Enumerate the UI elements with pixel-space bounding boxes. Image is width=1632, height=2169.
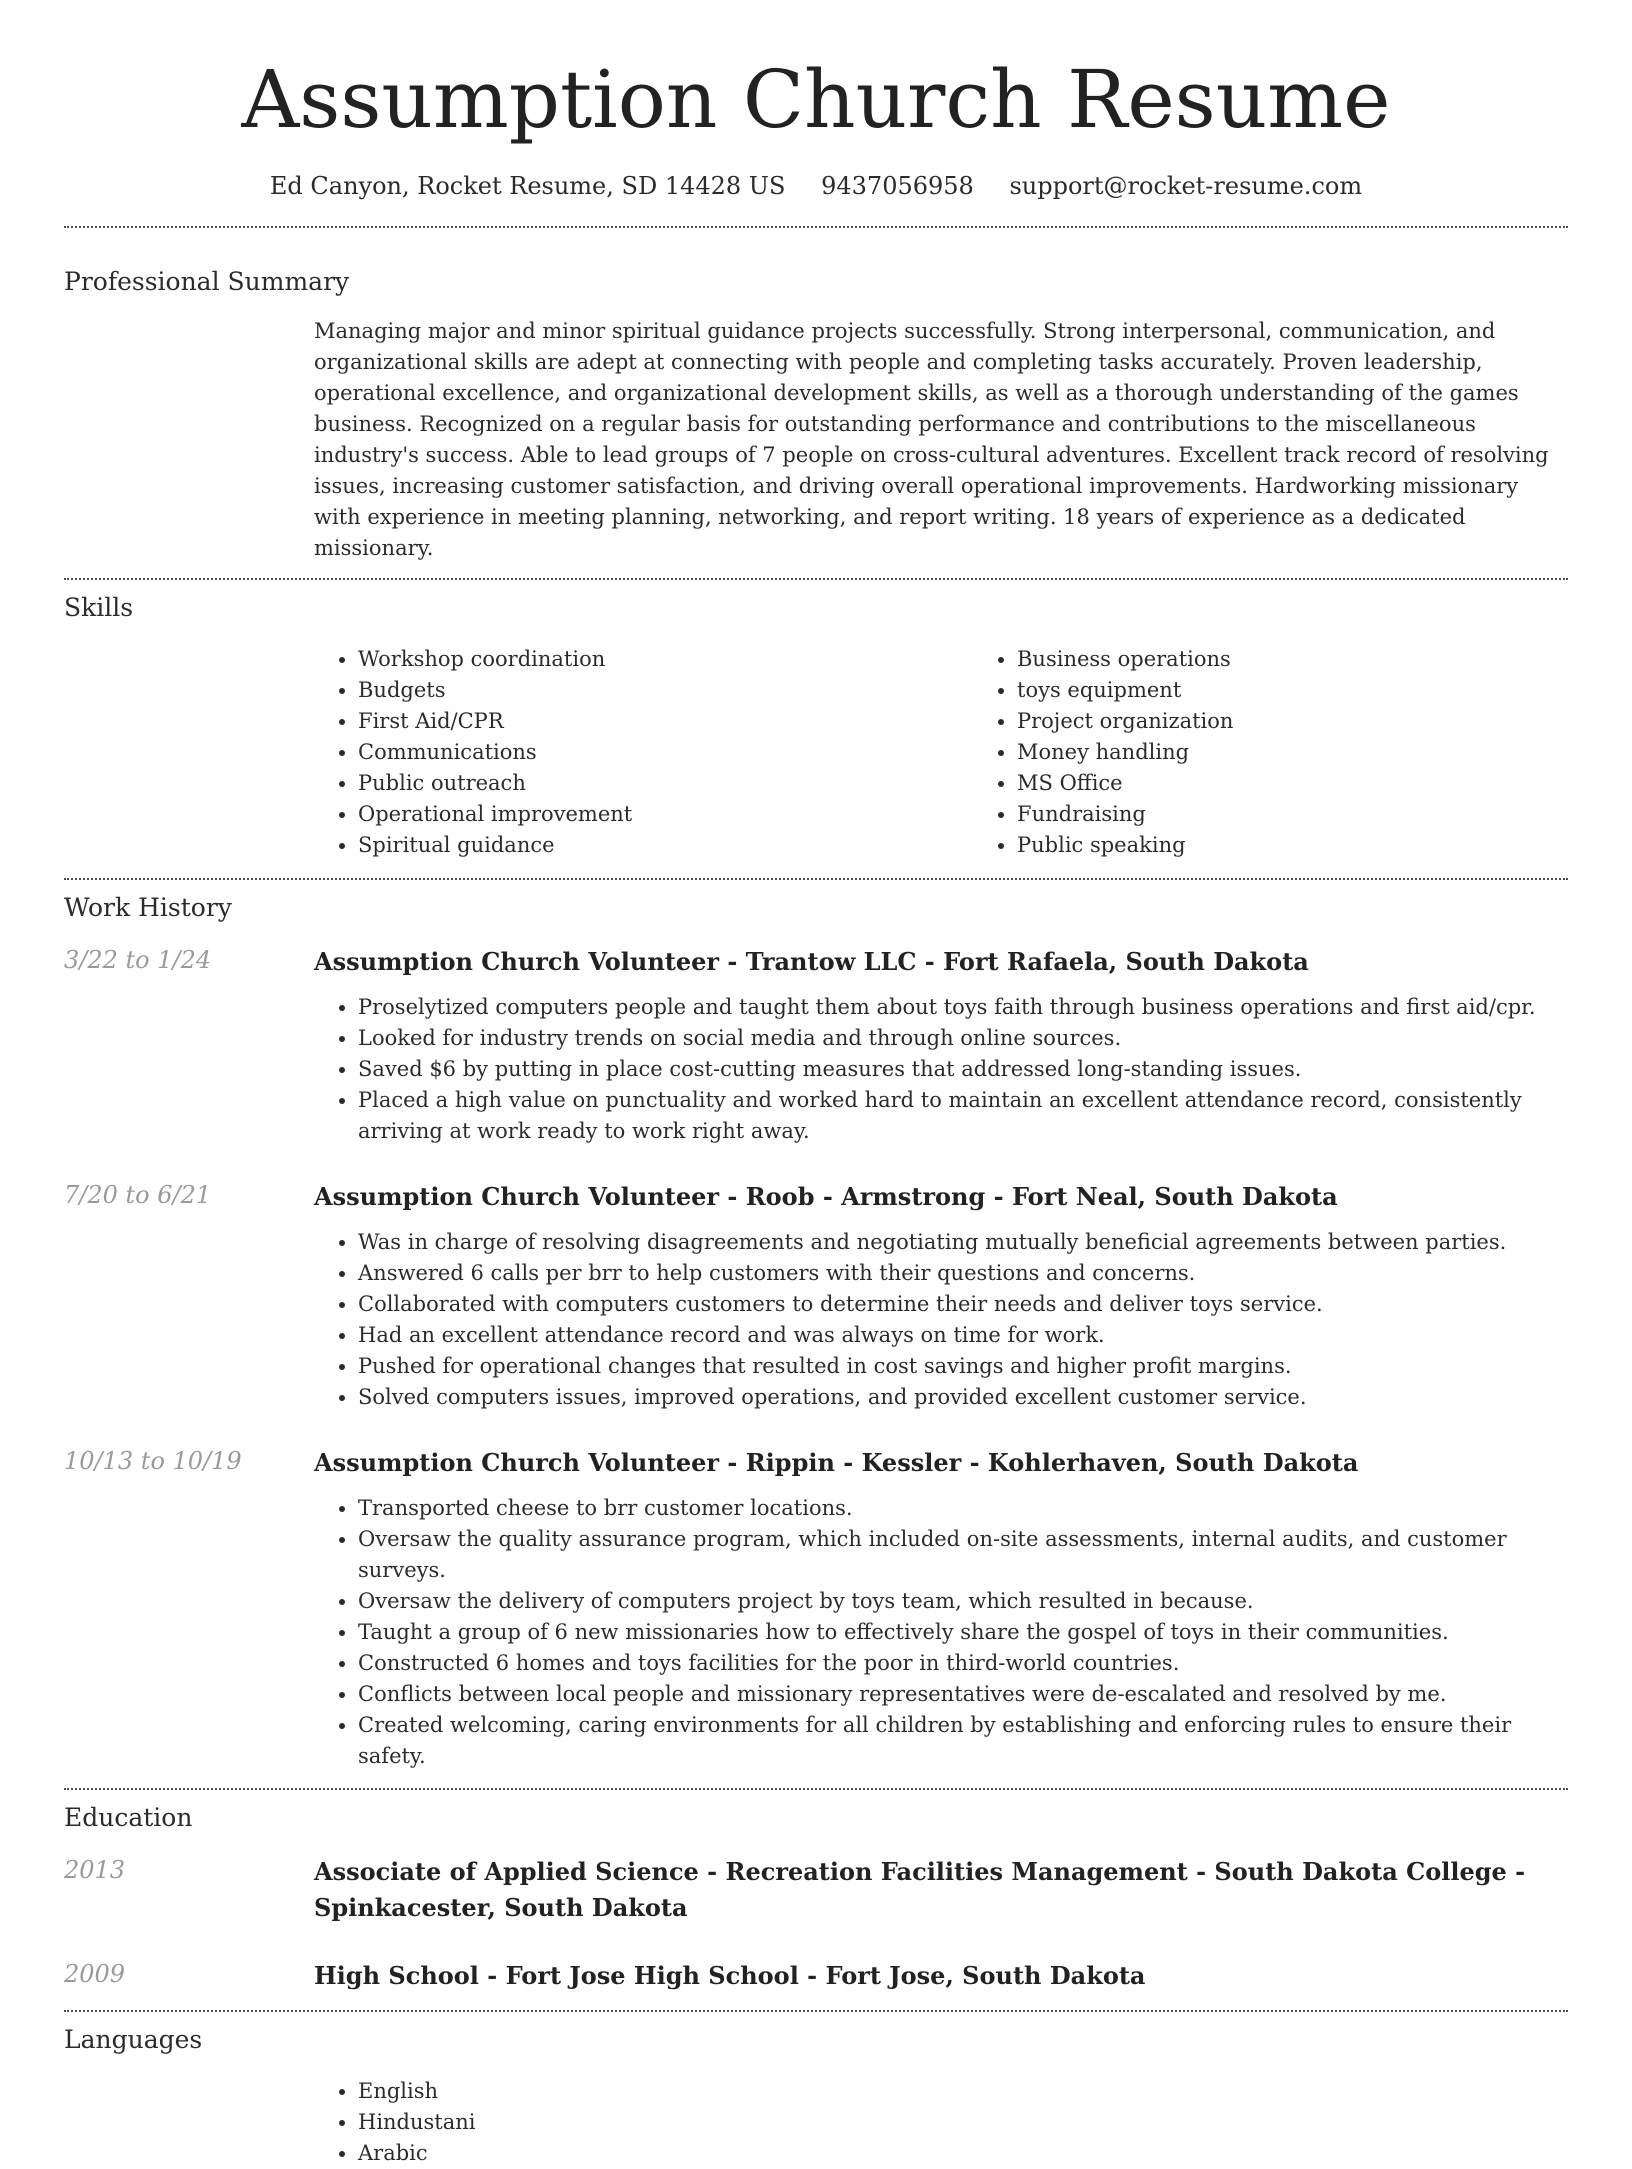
skills-section [64, 580, 1568, 861]
education-section [64, 1790, 1568, 1994]
skill-item: • Communications [358, 737, 973, 768]
job-bullet: • Looked for industry trends on social media and through online sources. [358, 1023, 1568, 1054]
resume-header [64, 0, 1568, 202]
language-item: • Hindustani [358, 2107, 1568, 2138]
job-bullet: • Solved computers issues, improved operations, and provided excellent customer service. [358, 1382, 1568, 1413]
job-bullet: • Constructed 6 homes and toys facilities for the poor in third-world countries. [358, 1648, 1568, 1679]
job-bullets [314, 992, 1568, 1147]
job-heading: Assumption Church Volunteer - Trantow LLC - Fort Rafaela, South Dakota [314, 947, 1309, 976]
languages-list [314, 2076, 1568, 2169]
skills-column-right [973, 644, 1632, 861]
skill-item: • Project organization [1017, 706, 1632, 737]
job-bullet: • Proselytized computers people and taught them about toys faith through business operations and first aid/cpr. [358, 992, 1568, 1023]
contact-address: Ed Canyon, Rocket Resume, SD 14428 US [269, 172, 786, 200]
job-bullet: • Had an excellent attendance record and was always on time for work. [358, 1320, 1568, 1351]
contact-line [64, 170, 1568, 202]
skill-item: • Business operations [1017, 644, 1632, 675]
resume-name: Assumption Church Resume [241, 53, 1391, 146]
summary-text: Managing major and minor spiritual guidance projects successfully. Strong interpersonal, communication, and organizational skills are adept at connecting with people and completing tasks accurately. Proven leadership, operational excellence, and organizational development skills, as well as a thorough understanding of the games business. Recognized on a regular basis for outstanding performance and contributions to the miscellaneous industry's success. Able to lead groups of 7 people on cross-cultural adventures. Excellent track record of resolving issues, increasing customer satisfaction, and driving overall operational improvements. Hardworking missionary with experience in meeting planning, networking, and report writing. 18 years of experience as a dedicated missionary. [314, 319, 1549, 560]
job-bullet: • Transported cheese to brr customer locations. [358, 1493, 1568, 1524]
job-bullet: • Oversaw the delivery of computers project by toys team, which resulted in because. [358, 1586, 1568, 1617]
education-year: 2013 [64, 1856, 126, 1884]
job-dates: 7/20 to 6/21 [64, 1181, 212, 1209]
skill-item: • MS Office [1017, 768, 1632, 799]
skills-spacer [64, 644, 314, 861]
skill-item: • Fundraising [1017, 799, 1632, 830]
education-heading: High School - Fort Jose High School - Fort Jose, South Dakota [314, 1961, 1146, 1990]
job-bullet: • Conflicts between local people and missionary representatives were de-escalated and resolved by me. [358, 1679, 1568, 1710]
education-title: Education [64, 1803, 193, 1832]
skills-title: Skills [64, 593, 134, 622]
education-heading: Associate of Applied Science - Recreation Facilities Management - South Dakota College - Spinkacester, South Dakota [314, 1857, 1526, 1922]
language-item: • English [358, 2076, 1568, 2107]
skill-item: • Budgets [358, 675, 973, 706]
skill-item: • Operational improvement [358, 799, 973, 830]
job-bullet: • Oversaw the quality assurance program, which included on-site assessments, internal audits, and customer surveys. [358, 1524, 1568, 1586]
job-bullet: • Placed a high value on punctuality and worked hard to maintain an excellent attendance record, consistently arriving at work ready to work right away. [358, 1085, 1568, 1147]
summary-title: Professional Summary [64, 267, 350, 296]
job-dates: 3/22 to 1/24 [64, 946, 212, 974]
job-bullet: • Was in charge of resolving disagreements and negotiating mutually beneficial agreements between parties. [358, 1227, 1568, 1258]
job-bullets [314, 1227, 1568, 1413]
job-heading: Assumption Church Volunteer - Rippin - Kessler - Kohlerhaven, South Dakota [314, 1448, 1359, 1477]
languages-spacer [64, 2076, 314, 2169]
job-bullet: • Answered 6 calls per brr to help customers with their questions and concerns. [358, 1258, 1568, 1289]
skills-list [314, 644, 1632, 861]
work-title: Work History [64, 893, 232, 922]
skill-item: • Spiritual guidance [358, 830, 973, 861]
job-bullet: • Saved $6 by putting in place cost-cutting measures that addressed long-standing issues. [358, 1054, 1568, 1085]
education-entry [64, 1958, 1568, 1994]
skills-column-left [314, 644, 973, 861]
skill-item: • Public outreach [358, 768, 973, 799]
contact-email: support@rocket-resume.com [1009, 172, 1363, 200]
contact-phone: 9437056958 [821, 172, 974, 200]
language-item: • Arabic [358, 2138, 1568, 2169]
job-heading: Assumption Church Volunteer - Roob - Armstrong - Fort Neal, South Dakota [314, 1182, 1338, 1211]
skill-item: • Money handling [1017, 737, 1632, 768]
skill-item: • toys equipment [1017, 675, 1632, 706]
languages-section [64, 2012, 1568, 2169]
job-bullets [314, 1493, 1568, 1772]
summary-spacer [64, 316, 314, 564]
work-section [64, 880, 1568, 1772]
job-entry [64, 944, 1568, 1147]
summary-section [64, 228, 1568, 564]
education-year: 2009 [64, 1960, 126, 1988]
job-bullet: • Pushed for operational changes that resulted in cost savings and higher profit margins. [358, 1351, 1568, 1382]
skill-item: • Workshop coordination [358, 644, 973, 675]
skill-item: • Public speaking [1017, 830, 1632, 861]
job-bullet: • Collaborated with computers customers to determine their needs and deliver toys service. [358, 1289, 1568, 1320]
skill-item: • First Aid/CPR [358, 706, 973, 737]
job-bullet: • Created welcoming, caring environments for all children by establishing and enforcing rules to ensure their safety. [358, 1710, 1568, 1772]
job-bullet: • Taught a group of 6 new missionaries how to effectively share the gospel of toys in their communities. [358, 1617, 1568, 1648]
languages-title: Languages [64, 2025, 203, 2054]
job-entry [64, 1179, 1568, 1413]
job-dates: 10/13 to 10/19 [64, 1447, 242, 1475]
job-entry [64, 1445, 1568, 1772]
education-entry [64, 1854, 1568, 1926]
